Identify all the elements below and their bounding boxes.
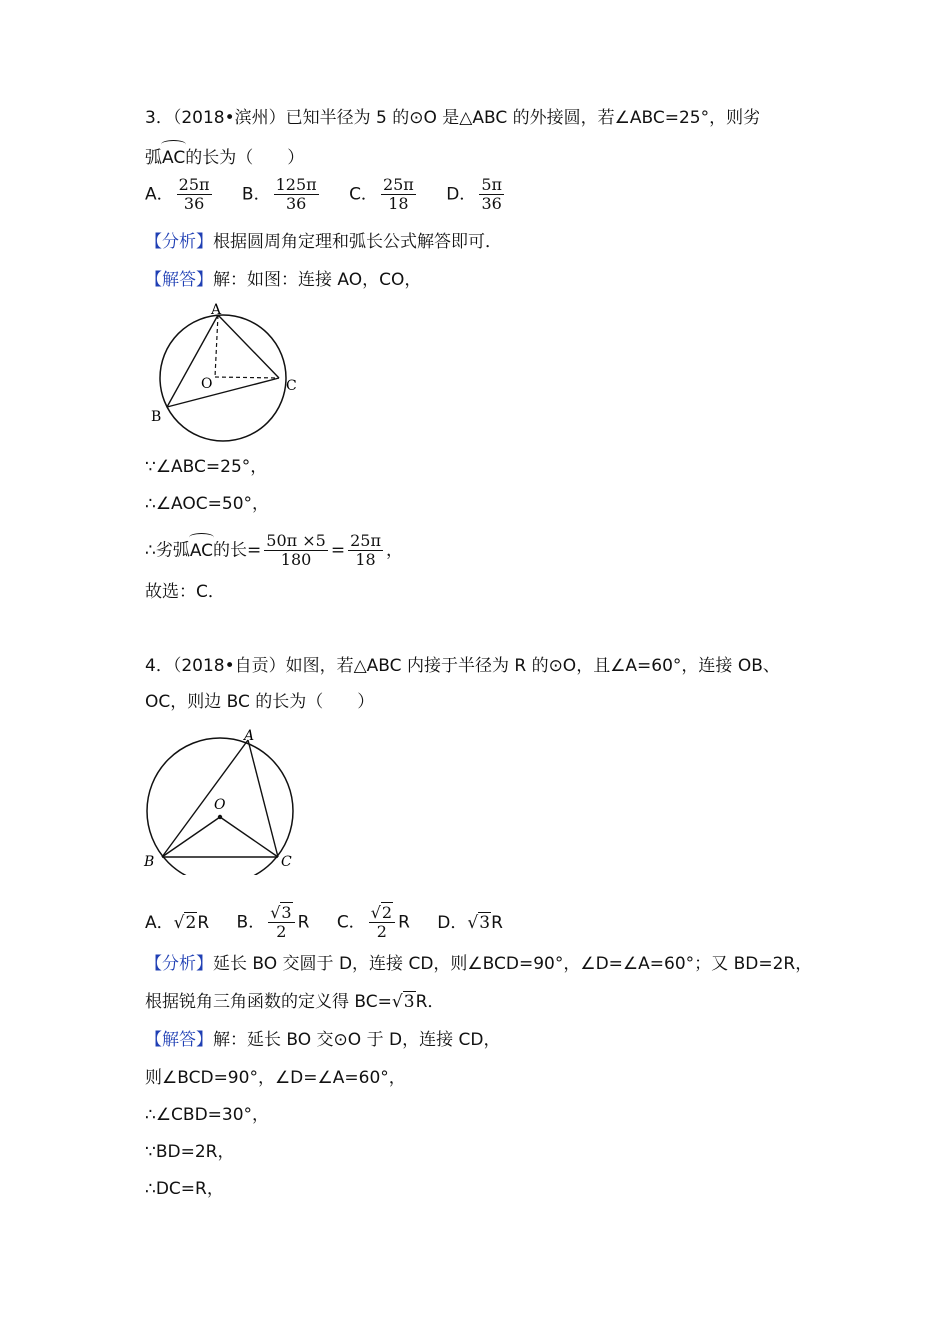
q3-figure xyxy=(145,300,315,450)
q3-analysis-tag: 【分析】 xyxy=(145,232,213,252)
q3-step-arc-ac: AC xyxy=(190,535,213,563)
q4-stem-line1: 4．（2018•自贡）如图，若△ABC 内接于半径为 R 的⊙O，且∠A=60°，连接 OB、 xyxy=(145,656,780,676)
q3-final: 故选：C． xyxy=(145,582,225,602)
q3-label-b: B xyxy=(151,409,162,425)
q4-label-a: A xyxy=(244,728,255,744)
q3-step-2: ∴∠AOC=50°， xyxy=(145,494,270,514)
q4-answer: 【解答】解：延长 BO 交⊙O 于 D，连接 CD， xyxy=(145,1030,501,1050)
q3-option-c: C． $\frac{25\pi}{18}$ xyxy=(349,175,414,213)
q4-label-b: B xyxy=(144,854,155,870)
q4-step-1: 则∠BCD=90°，∠D=∠A=60°， xyxy=(145,1068,406,1088)
q3-option-d: D． $\frac{5\pi}{36}$ xyxy=(446,175,503,213)
q4-step-2: ∴∠CBD=30°， xyxy=(145,1105,270,1125)
q4-option-a: A．√2R xyxy=(145,912,210,933)
q3-step-1: ∵∠ABC=25°， xyxy=(145,457,268,477)
q4-step-3: ∵BD=2R， xyxy=(145,1142,235,1162)
q3-label-a: A xyxy=(211,302,222,318)
q3-option-b: B． $\frac{125\pi}{36}$ xyxy=(241,175,317,213)
q4-option-d: D．√3R xyxy=(437,912,503,933)
q4-step-4: ∴DC=R， xyxy=(145,1179,224,1199)
q3-label-c: C xyxy=(286,378,297,394)
q3-arc-ac: AC xyxy=(162,142,185,170)
q3-answer-tag: 【解答】 xyxy=(145,270,213,290)
q4-label-o: O xyxy=(214,797,226,813)
q3-option-a: A． $\frac{25\pi}{36}$ xyxy=(145,175,210,213)
q4-stem-line2: OC，则边 BC 的长为（ ） xyxy=(145,692,375,712)
q3-stem-suffix: 的长为（ ） xyxy=(185,148,305,168)
q4-analysis-tag: 【分析】 xyxy=(145,954,213,974)
q3-stem-line1: 3．（2018•滨州）已知半径为 5 的⊙O 是△ABC 的外接圆，若∠ABC=25°，则劣 xyxy=(145,108,761,128)
q3-label-o: O xyxy=(201,376,213,392)
q4-options xyxy=(145,904,525,941)
q4-answer-tag: 【解答】 xyxy=(145,1030,213,1050)
q3-stem-prefix: 弧 xyxy=(145,148,162,168)
q3-stem-line2 xyxy=(145,142,304,170)
q3-options xyxy=(145,176,529,213)
q3-analysis: 【分析】根据圆周角定理和弧长公式解答即可． xyxy=(145,232,502,252)
q4-figure xyxy=(140,725,310,875)
q3-step-3: ∴劣弧 AC的长= $\frac{50\pi \times 5}{180}$ = $\frac{25\pi}{18}$ ， xyxy=(145,531,403,569)
q4-analysis-line2: 根据锐角三角函数的定义得 BC=√3R． xyxy=(145,992,445,1012)
q4-analysis-line1: 【分析】延长 BO 交圆于 D，连接 CD，则∠BCD=90°，∠D=∠A=60°；又 BD=2R， xyxy=(145,954,813,974)
q4-option-c: C． $\frac{√2}{2}$ R xyxy=(336,903,410,941)
q3-answer: 【解答】解：如图：连接 AO，CO， xyxy=(145,270,422,290)
q4-label-c: C xyxy=(281,854,292,870)
q4-option-b: B． $\frac{√3}{2}$ R xyxy=(236,903,310,941)
